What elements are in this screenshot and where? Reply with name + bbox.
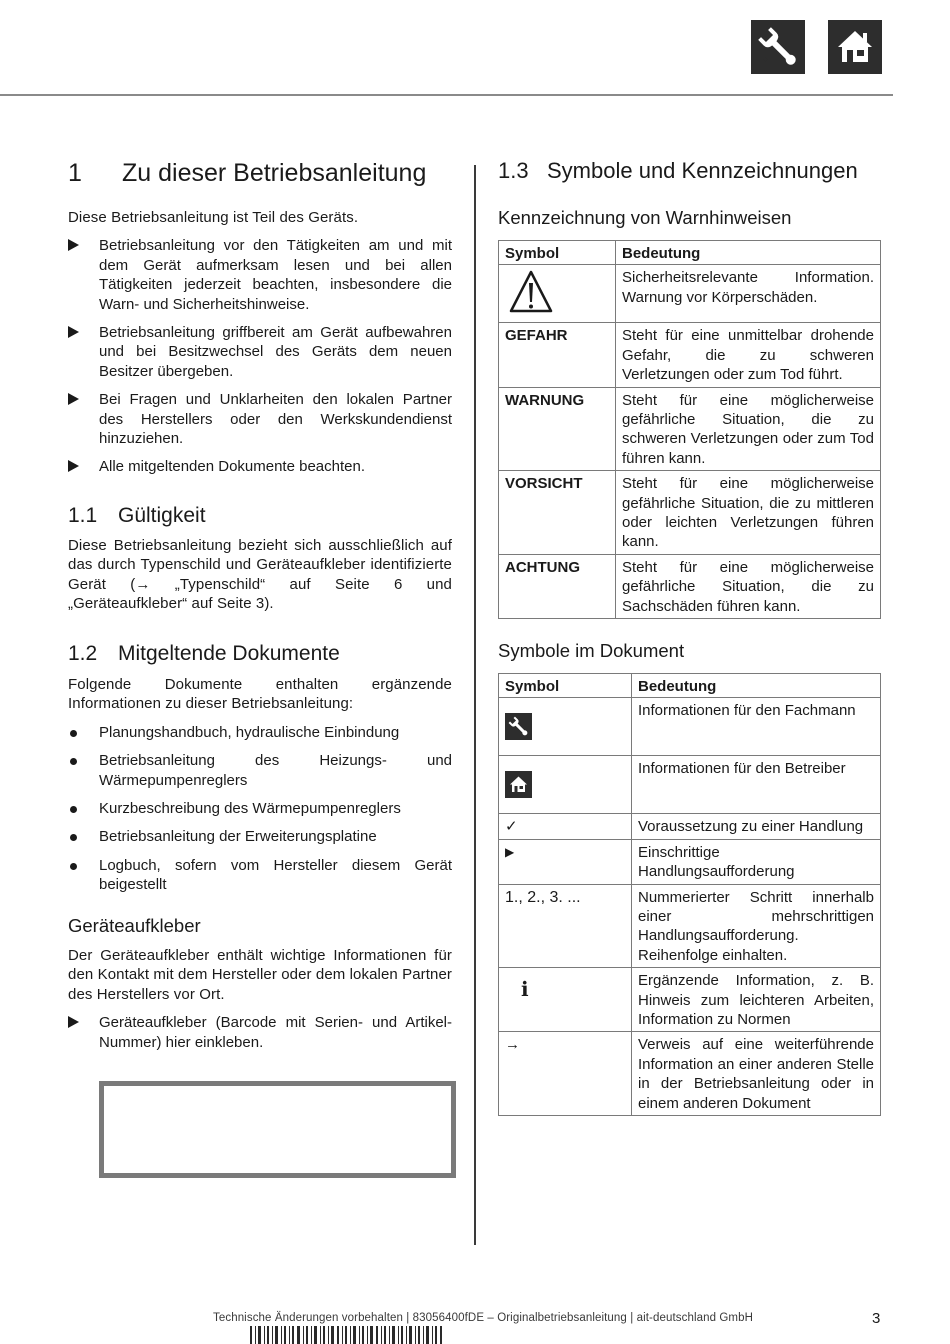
table-row: ✓ Voraussetzung zu einer Handlung	[499, 814, 881, 839]
list-item: Planungshandbuch, hydraulische Einbindung	[68, 723, 452, 742]
section-1-2	[68, 641, 452, 895]
table-row: Informationen für den Fachmann	[499, 698, 881, 756]
section-number: 1.3	[498, 158, 529, 183]
list-item: Betriebsanleitung griffbereit am Gerät aufbewahren und bei Besitzwechsel des Geräts dem neuen Besitzer übergeben.	[68, 323, 452, 381]
column-header: Bedeutung	[616, 241, 881, 265]
chapter-number: 1	[68, 159, 82, 187]
house-icon	[828, 20, 882, 74]
sticker-text: Der Geräteaufkleber enthält wichtige Informationen für den Kontakt mit dem Hersteller oder dem lokalen Partner des Herstellers vor Ort.	[68, 947, 453, 1003]
table-row: Sicherheitsrelevante Information. Warnung vor Körperschäden.	[499, 265, 881, 323]
document-symbols-table	[498, 673, 881, 1116]
sticker-heading: Geräteaufkleber	[68, 915, 201, 936]
table-row: VORSICHT Steht für eine möglicherweise gefährliche Situation, die zu mittleren oder leichten Verletzungen führen kann.	[499, 471, 881, 555]
page-number: 3	[872, 1310, 881, 1327]
validity-text: Diese Betriebsanleitung bezieht sich ausschließlich auf das durch Typenschild und Geräteaufkleber identifizierte Gerät (→ „Typenschild“ auf Seite 6 und „Geräteaufkleber“ auf Seite 3).	[68, 537, 452, 613]
footer-text: Technische Änderungen vorbehalten | 83056400fDE – Originalbetriebsanleitung | ait-deutschland GmbH	[213, 1312, 754, 1324]
list-item: Logbuch, sofern vom Hersteller diesem Gerät beigestellt	[68, 856, 452, 895]
bullet-icon	[70, 758, 77, 765]
table-row: GEFAHR Steht für eine unmittelbar drohende Gefahr, die zu schweren Verletzungen oder zum Tod führt.	[499, 323, 881, 387]
warning-table	[498, 240, 881, 619]
section-title: Mitgeltende Dokumente	[118, 642, 340, 665]
table-row: WARNUNG Steht für eine möglicherweise gefährliche Situation, die zu schweren Verletzungen oder zum Tod führen kann.	[499, 387, 881, 471]
instruction-arrow-icon	[68, 457, 88, 477]
wrench-icon	[505, 713, 532, 740]
documents-intro: Folgende Dokumente enthalten ergänzende Informationen zu dieser Betriebsanleitung:	[68, 676, 452, 713]
warning-table-title: Kennzeichnung von Warnhinweisen	[498, 207, 792, 228]
document-symbols-title: Symbole im Dokument	[498, 640, 685, 661]
table-row: ACHTUNG Steht für eine möglicherweise gefährliche Situation, die zu Sachschäden führen kann.	[499, 554, 881, 618]
checkmark-icon: ✓	[499, 814, 632, 839]
intro-block	[68, 208, 452, 477]
column-header: Bedeutung	[632, 674, 881, 698]
chapter-heading	[68, 158, 452, 188]
instruction-arrow-icon	[68, 236, 88, 256]
reference-arrow-icon: →	[499, 1032, 632, 1116]
list-item: Geräteaufkleber (Barcode mit Serien- und Artikel-Nummer) hier einkleben.	[68, 1013, 452, 1052]
column-divider	[474, 165, 476, 1245]
table-header-row	[499, 674, 881, 698]
bullet-icon	[70, 806, 77, 813]
table-row: → Verweis auf eine weiterführende Information an einer anderen Stelle in der Betriebsanleitung oder in einem anderen Dokument	[499, 1032, 881, 1116]
list-item: Betriebsanleitung vor den Tätigkeiten am und mit dem Gerät aufmerksam lesen und bei allen Tätigkeiten jederzeit beachten, insbesondere die Warn- und Sicherheitshinweise.	[68, 236, 452, 314]
table-row: ℹ Ergänzende Information, z. B. Hinweis zum leichteren Arbeiten, Information zu Normen	[499, 968, 881, 1032]
sticker-section	[68, 914, 452, 1052]
wrench-icon	[751, 20, 805, 74]
table-header-row	[499, 241, 881, 265]
list-item: Bei Fragen und Unklarheiten den lokalen Partner des Herstellers oder den Werkskundendienst hinzuziehen.	[68, 390, 452, 448]
table-row: Informationen für den Betreiber	[499, 756, 881, 814]
section-title: Symbole und Kennzeichnungen	[547, 158, 858, 183]
intro-text: Diese Betriebsanleitung ist Teil des Geräts.	[68, 209, 359, 226]
section-title: Gültigkeit	[118, 504, 206, 527]
bullet-icon	[70, 863, 77, 870]
list-item: Betriebsanleitung der Erweiterungsplatine	[68, 827, 452, 846]
table-row: 1., 2., 3. ... Nummerierter Schritt innerhalb einer mehrschrittigen Handlungsaufforderung. Reihenfolge einhalten.	[499, 884, 881, 968]
section-1-3-heading	[498, 158, 888, 184]
table-row: ▶ Einschrittige Handlungsaufforderung	[499, 839, 881, 884]
reference-arrow-icon: →	[135, 575, 151, 593]
section-number: 1.2	[68, 642, 98, 665]
bullet-icon	[70, 834, 77, 841]
list-item: Kurzbeschreibung des Wärmepumpenreglers	[68, 799, 452, 818]
list-item: Alle mitgeltenden Dokumente beachten.	[68, 457, 452, 476]
warning-triangle-icon	[509, 269, 553, 315]
sticker-placeholder	[99, 1081, 456, 1178]
barcode-icon	[250, 1326, 442, 1344]
bullet-icon	[70, 730, 77, 737]
house-icon	[505, 771, 532, 798]
header-rule	[0, 94, 893, 96]
section-number: 1.1	[68, 504, 98, 527]
list-item: Betriebsanleitung des Heizungs- und Wärmepumpenreglers	[68, 751, 452, 790]
section-1-1	[68, 503, 452, 614]
info-icon: ℹ	[499, 968, 632, 1032]
column-header: Symbol	[499, 674, 632, 698]
instruction-arrow-icon: ▶	[499, 839, 632, 884]
chapter-title: Zu dieser Betriebsanleitung	[122, 159, 427, 187]
instruction-arrow-icon	[68, 390, 88, 410]
column-header: Symbol	[499, 241, 616, 265]
instruction-arrow-icon	[68, 323, 88, 343]
instruction-arrow-icon	[68, 1013, 88, 1033]
